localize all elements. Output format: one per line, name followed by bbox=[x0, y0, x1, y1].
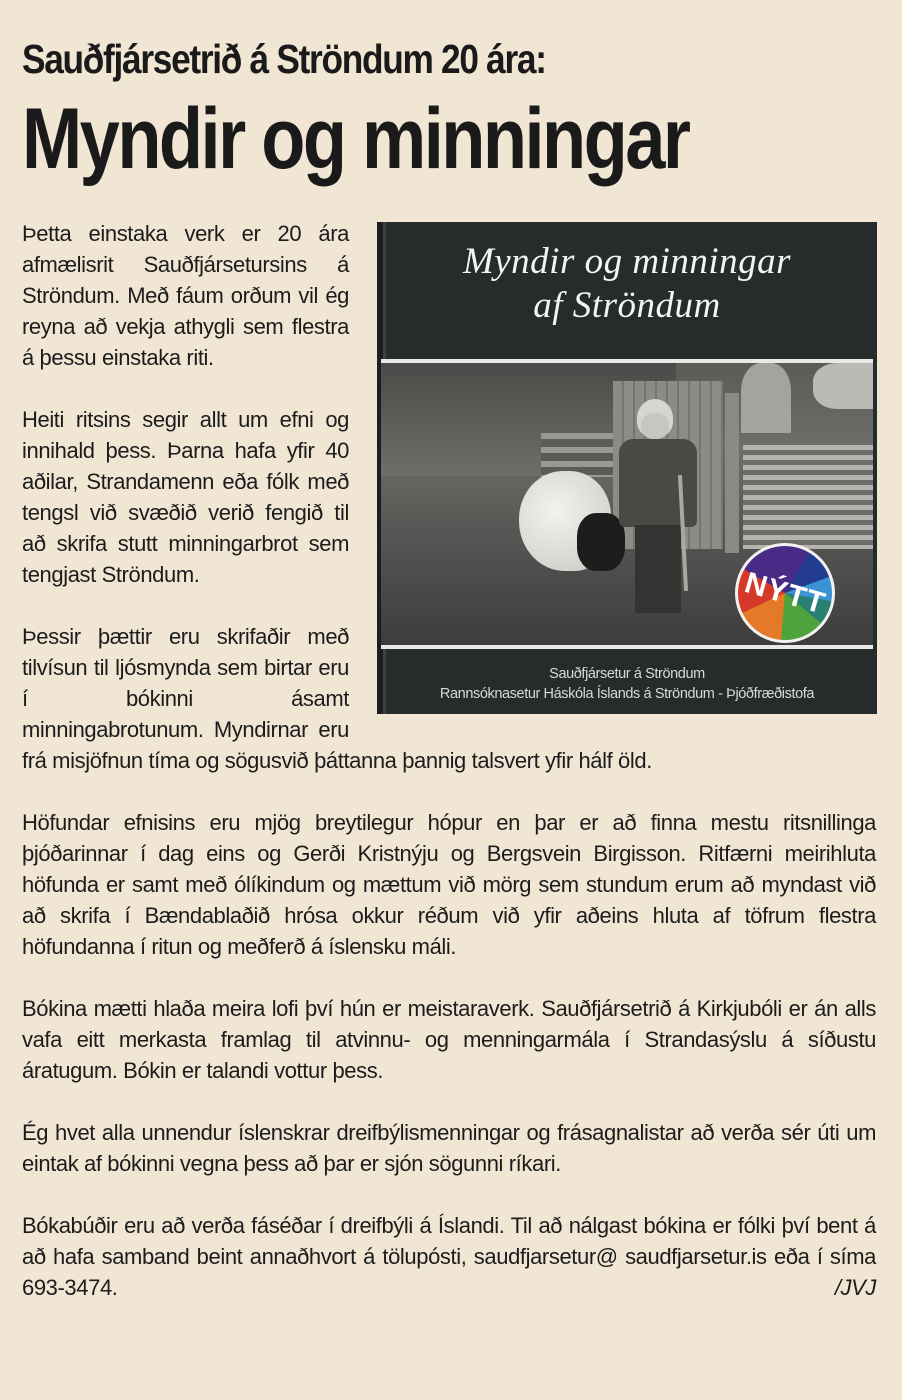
cover-publishers bbox=[377, 664, 877, 704]
paragraph: Þetta einstaka verk er 20 ára afmælisrit Sauðfjársetursins á Ströndum. Með fáum orðum vil ég reyna að vekja athygli sem flestra á þessu einstaka riti. bbox=[22, 221, 349, 370]
article-headline: Myndir og minningar bbox=[22, 91, 689, 187]
badge-label: NÝTT bbox=[740, 565, 830, 621]
paragraph: Heiti ritsins segir allt um efni og innihald þess. Þarna hafa yfir 40 aðilar, Strandamenn eða fólk með tengsl við svæðið verið fengið til að skrifa stutt minningarbrot sem tengjast Ströndum. bbox=[22, 407, 349, 587]
photo-corrugated-wall bbox=[743, 445, 873, 549]
paragraph: Ég hvet alla unnendur íslenskrar dreifbýlismenningar og frásagnalistar að verða sér úti um eintak af bókinni vegna þess að þar er sjón sögunni ríkari. bbox=[22, 1120, 876, 1176]
new-badge-icon bbox=[735, 543, 835, 643]
cover-title-line2: af Ströndum bbox=[533, 285, 721, 326]
article-body bbox=[22, 218, 876, 1303]
contact-text: Bókabúðir eru að verða fáséðar í dreifbýli á Íslandi. Til að nálgast bókina er fólki því bent á að hafa samband beint annaðhvort á tölupósti, saudfjarsetur@ saudfjarsetur.is eða í síma 693-3474. bbox=[22, 1213, 876, 1300]
paragraph: Höfundar efnisins eru mjög breytilegur hópur en þar er að finna mestu ritsnillinga þjóðarinnar í dag eins og Gerði Kristnýju og Bergsvein Birgisson. Ritfærni meirihluta höfunda er samt með ólíkindum og mættum við mörg sem stundum erum að myndast við að skrifa í Bændablaðið hrósa okkur réðum við yfir aðeins hluta af töfrum flestra höfundanna í ritun og meðferð á íslensku máli. bbox=[22, 810, 876, 959]
paragraph: Þessir þættir eru skrifaðir með tilvísun til ljósmynda sem birtar eru í bókinni ásamt minningabrotunum. Myndirnar eru frá misjöfnun tíma og sögusvið þáttanna þannig talsvert yfir hálf öld. bbox=[22, 624, 652, 773]
paragraph-contact bbox=[22, 1210, 876, 1303]
author-signature: /JVJ bbox=[834, 1275, 876, 1300]
cover-title-line1: Myndir og minningar bbox=[462, 241, 792, 282]
article-kicker: Sauðfjársetrið á Ströndum 20 ára: bbox=[22, 36, 546, 82]
cover-publisher-line1: Sauðfjársetur á Ströndum bbox=[549, 666, 705, 682]
cover-publisher-line2: Rannsóknasetur Háskóla Íslands á Ströndum - Þjóðfræðistofa bbox=[439, 686, 815, 702]
paragraph: Bókina mætti hlaða meira lofi því hún er meistaraverk. Sauðfjársetrið á Kirkjubóli er án alls vafa eitt merkasta framlag til atvinnu- og menningarmála í Strandasýslu á síðustu áratugum. Bókin er talandi vottur þess. bbox=[22, 996, 876, 1083]
photo-man-right bbox=[813, 363, 873, 409]
photo-fence bbox=[541, 433, 621, 477]
cover-title bbox=[377, 240, 877, 328]
photo-post bbox=[725, 393, 739, 553]
book-cover-image bbox=[377, 222, 877, 714]
photo-sheep-head bbox=[577, 513, 625, 571]
photo-man bbox=[741, 363, 791, 433]
cover-photo bbox=[381, 359, 873, 649]
